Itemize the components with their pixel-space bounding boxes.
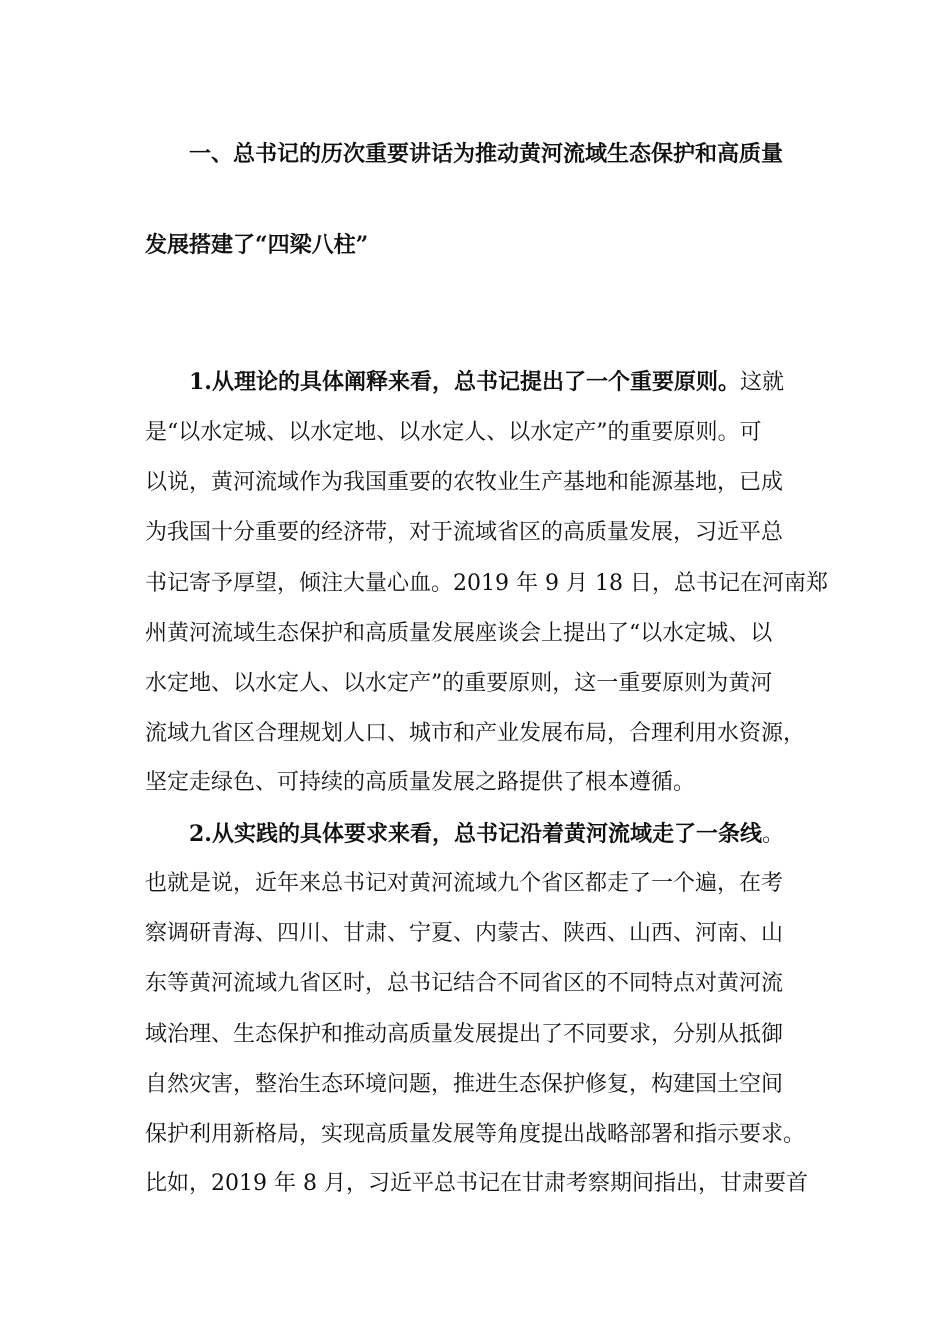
paragraph-2-line: 自然灾害，整治生态环境问题，推进生态保护修复，构建国土空间 xyxy=(145,1072,784,1097)
paragraph-2-lead-tail: 。 xyxy=(761,822,784,847)
paragraph-1-line: 是“以水定城、以水定地、以水定人、以水定产”的重要原则。可 xyxy=(145,420,762,445)
paragraph-2-lead xyxy=(189,819,784,850)
paragraph-2-line: 也就是说，近年来总书记对黄河流域九个省区都走了一个遍，在考 xyxy=(145,871,784,896)
paragraph-1-lead-tail: 这就 xyxy=(739,370,784,395)
paragraph-2-line: 保护利用新格局，实现高质量发展等角度提出战略部署和指示要求。 xyxy=(145,1122,806,1147)
paragraph-1-line: 书记寄予厚望，倾注大量心血。2019 年 9 月 18 日，总书记在河南郑 xyxy=(145,571,828,596)
paragraph-1-line: 流域九省区合理规划人口、城市和产业发展布局，合理利用水资源， xyxy=(145,721,806,746)
paragraph-2-line: 域治理、生态保护和推动高质量发展提出了不同要求，分别从抵御 xyxy=(145,1022,784,1047)
paragraph-2-line: 东等黄河流域九省区时，总书记结合不同省区的不同特点对黄河流 xyxy=(145,971,784,996)
paragraph-2-line: 察调研青海、四川、甘肃、宁夏、内蒙古、陕西、山西、河南、山 xyxy=(145,921,784,946)
paragraph-1-line: 州黄河流域生态保护和高质量发展座谈会上提出了“以水定城、以 xyxy=(145,621,773,646)
paragraph-2-lead-bold: 2.从实践的具体要求来看，总书记沿着黄河流域走了一条线 xyxy=(189,821,762,847)
section-heading-line-1: 一、总书记的历次重要讲话为推动黄河流域生态保护和高质量 xyxy=(189,141,784,167)
paragraph-1-lead-bold: 1.从理论的具体阐释来看，总书记提出了一个重要原则。 xyxy=(189,369,740,395)
section-heading-line-2: 发展搭建了“四梁八柱” xyxy=(145,232,369,258)
paragraph-1-line: 水定地、以水定人、以水定产”的重要原则，这一重要原则为黄河 xyxy=(145,671,773,696)
paragraph-1-lead xyxy=(189,367,784,398)
paragraph-2-line: 比如，2019 年 8 月，习近平总书记在甘肃考察期间指出，甘肃要首 xyxy=(145,1171,808,1196)
paragraph-1-line: 以说，黄河流域作为我国重要的农牧业生产基地和能源基地，已成 xyxy=(145,470,784,495)
paragraph-1-line: 坚定走绿色、可持续的高质量发展之路提供了根本遵循。 xyxy=(145,770,696,795)
paragraph-1-line: 为我国十分重要的经济带，对于流域省区的高质量发展，习近平总 xyxy=(145,520,784,545)
